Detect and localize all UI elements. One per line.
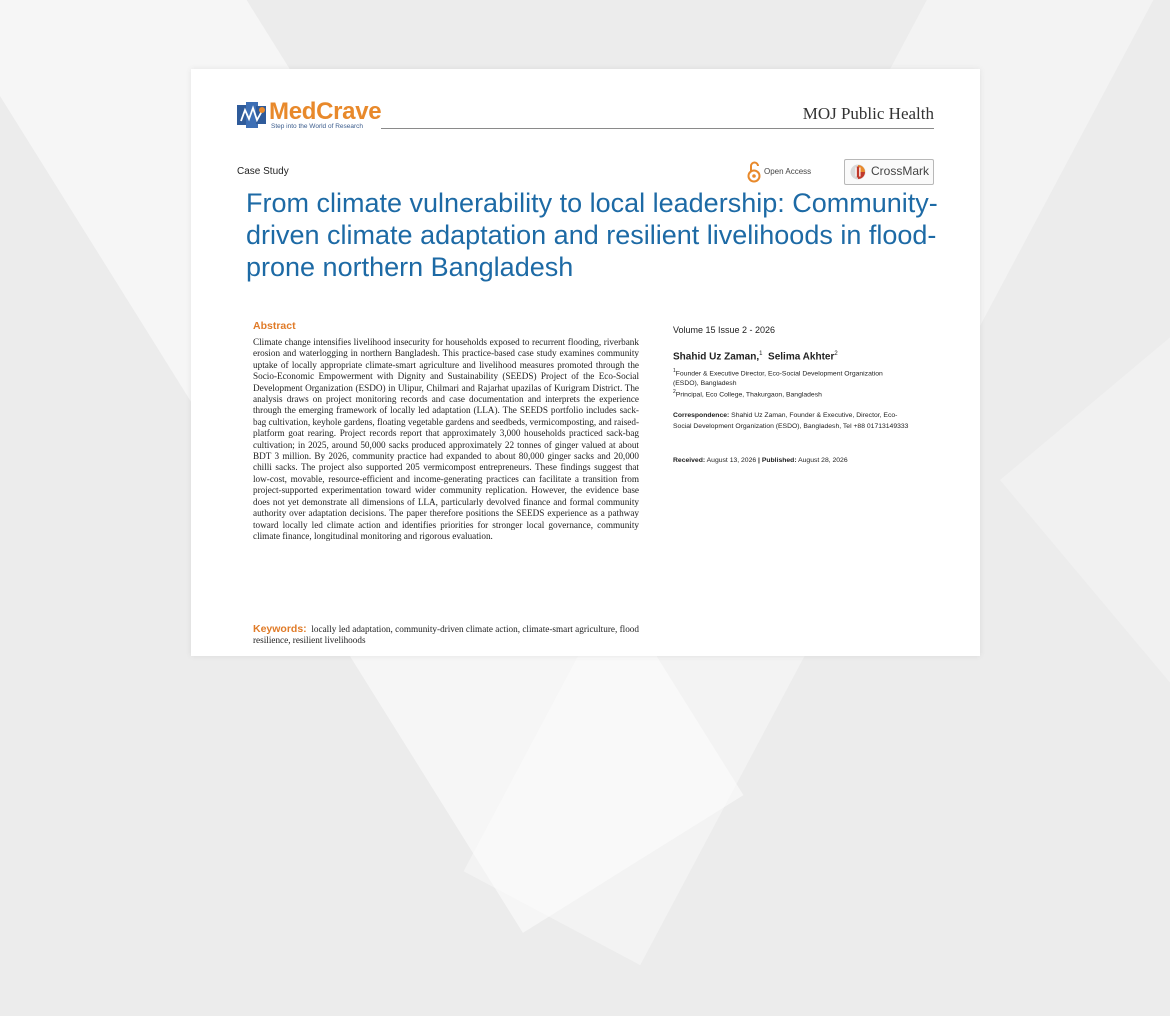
author-name[interactable]: Selima Akhter <box>768 351 835 363</box>
crossmark-button[interactable] <box>844 159 934 185</box>
article-page <box>191 69 980 656</box>
author-name[interactable]: Shahid Uz Zaman, <box>673 351 760 363</box>
keywords-text: locally led adaptation, community-driven climate action, climate-smart agriculture, flood resilience, resilient livelihoods <box>253 624 639 646</box>
article-title: From climate vulnerability to local leadership: Community-driven climate adaptation and resilient livelihoods in flood-prone northern Bangladesh <box>246 188 938 282</box>
crossmark-label: CrossMark <box>871 164 930 178</box>
author-list <box>673 351 838 362</box>
keywords <box>253 624 639 647</box>
received-date: August 13, 2026 <box>706 457 757 464</box>
publication-dates <box>673 457 848 464</box>
logo-tagline: Step into the World of Research <box>271 123 364 130</box>
background-stripe <box>1000 326 1170 1016</box>
affiliation-marker: 2 <box>673 389 676 395</box>
affiliation <box>673 367 903 389</box>
published-date: August 28, 2026 <box>798 457 848 464</box>
author-affiliation-marker: 2 <box>834 351 838 357</box>
open-access-label: Open Access <box>764 167 812 176</box>
medcrave-logo-icon <box>237 102 267 128</box>
correspondence-label: Correspondence: <box>673 412 730 419</box>
affiliation-text: Founder & Executive Director, Eco-Social Development Organization (ESDO), Bangladesh <box>673 370 883 388</box>
author-affiliation-marker: 1 <box>759 351 763 357</box>
journal-name: MOJ Public Health <box>802 104 934 123</box>
correspondence-text: Shahid Uz Zaman, Founder & Executive, Director, Eco-Social Development Organization (ESDO), Bangladesh, Tel +88 01713149333 <box>673 412 909 430</box>
affiliation-marker: 1 <box>673 368 676 374</box>
abstract-text: Climate change intensifies livelihood insecurity for households exposed to recurrent flooding, riverbank erosion and waterlogging in northern Bangladesh. This practice-based case study examines community uptake of locally appropriate climate-smart agriculture and livelihood measures promoted through the Socio-Economic Empowerment with Dignity and Sustainability (SEEDS) Project of the Eco-Social Development Organization (ESDO) in Ulipur, Chilmari and Rajarhat upazilas of Kurigram District. The analysis draws on project monitoring records and case documentation and interprets the experience through the emerging framework of locally led adaptation (LLA). The SEEDS portfolio includes sack-bag cultivation, keyhole gardens, floating vegetable gardens and seedbeds, vermicomposting, and raised-platform goat rearing. Project records report that approximately 3,000 households practiced sack-bag cultivation; in 2025, around 50,000 sacks produced approximately 22 tonnes of ginger valued at about BDT 3 million. By 2026, community practice had expanded to about 80,000 ginger sacks and 20,000 chilli sacks. The project also supported 205 vermicompost entrepreneurs. These findings suggest that low-cost, movable, resource-efficient and income-generating practices can facilitate a transition from project-supported experimentation toward wider community replication. However, the evidence base does not yet demonstrate all dimensions of LLA, particularly devolved finance and formal community authority over adaptation decisions. The paper therefore positions the SEEDS experience as a pathway toward locally led climate action and identifies priorities for stronger local governance, community climate finance, longitudinal monitoring and rigorous evaluation. <box>253 337 640 541</box>
published-label: Published: <box>761 457 797 464</box>
volume-issue: Volume 15 Issue 2 - 2026 <box>673 325 776 335</box>
header-divider <box>381 128 934 129</box>
keywords-label: Keywords: <box>253 623 307 635</box>
logo-text: MedCrave <box>269 98 382 125</box>
correspondence <box>673 411 909 433</box>
article-type-label: Case Study <box>237 166 289 177</box>
crossmark-icon <box>850 164 866 180</box>
abstract-heading: Abstract <box>253 320 296 332</box>
open-access-lock-icon <box>747 161 761 183</box>
affiliation <box>673 388 903 400</box>
received-label: Received: <box>673 457 706 464</box>
affiliation-text: Principal, Eco College, Thakurgaon, Bangladesh <box>675 391 822 399</box>
date-separator: | <box>758 457 760 464</box>
